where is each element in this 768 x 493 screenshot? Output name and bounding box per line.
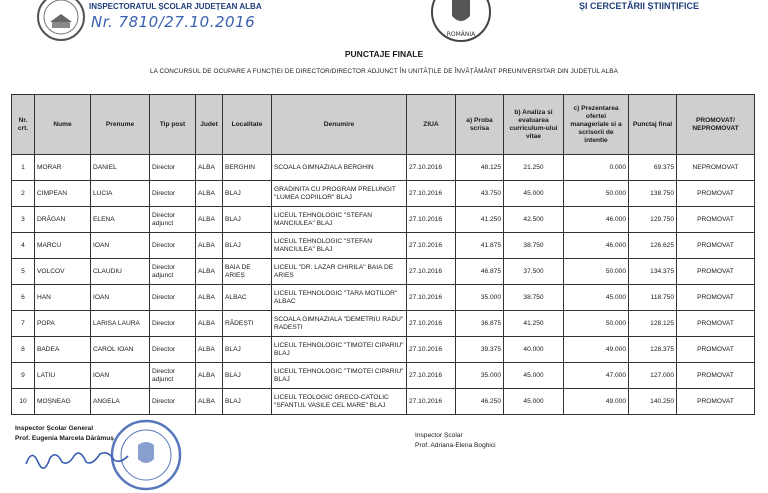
cell-ziua: 27.10.2016	[407, 181, 456, 207]
cell-judet: ALBA	[196, 207, 223, 233]
cell-rezultat: PROMOVAT	[677, 311, 755, 337]
cell-ziua: 27.10.2016	[407, 207, 456, 233]
cell-punctaj-final: 134.375	[629, 259, 677, 285]
table-row	[12, 259, 755, 285]
cell-nr: 8	[12, 337, 35, 363]
ministry-name-fragment: ȘI CERCETĂRII ȘTIINȚIFICE	[579, 1, 700, 11]
signatory-name: Prof. Eugenia Marcela Dărâmuș	[15, 435, 114, 442]
col-header-analiza-cv: b) Analiza si evaluarea curriculum-ului vitae	[504, 95, 564, 155]
cell-prezentarea: 46.000	[564, 207, 629, 233]
official-stamp-icon	[108, 417, 184, 493]
cell-judet: ALBA	[196, 337, 223, 363]
cell-rezultat: PROMOVAT	[677, 207, 755, 233]
cell-tip-post: Director	[150, 389, 196, 415]
cell-nr: 2	[12, 181, 35, 207]
cell-localitate: BLAJ	[223, 207, 272, 233]
cell-prezentarea: 47.000	[564, 363, 629, 389]
cell-tip-post: Director	[150, 181, 196, 207]
cell-localitate: RĂDEȘTI	[223, 311, 272, 337]
cell-localitate: BLAJ	[223, 233, 272, 259]
cell-denumire: LICEUL TEHNOLOGIC "STEFAN MANCIULEA" BLAJ	[272, 207, 407, 233]
signatory-role: Inspector Școlar General	[15, 425, 94, 432]
cell-tip-post: Director	[150, 337, 196, 363]
cell-ziua: 27.10.2016	[407, 337, 456, 363]
cell-rezultat: PROMOVAT	[677, 389, 755, 415]
institution-name: INSPECTORATUL ȘCOLAR JUDEȚEAN ALBA	[89, 2, 262, 11]
col-header-judet: Judet	[196, 95, 223, 155]
cell-prenume: ELENA	[91, 207, 150, 233]
cell-proba-scrisa: 41.250	[456, 207, 504, 233]
table-row	[12, 311, 755, 337]
cell-ziua: 27.10.2016	[407, 389, 456, 415]
col-header-proba-scrisa: a) Proba scrisa	[456, 95, 504, 155]
cell-punctaj-final: 128.375	[629, 337, 677, 363]
cell-rezultat: PROMOVAT	[677, 285, 755, 311]
col-header-nr: Nr. crt.	[12, 95, 35, 155]
cell-nr: 5	[12, 259, 35, 285]
table-row	[12, 155, 755, 181]
cell-denumire: LICEUL TEHNOLOGIC "TIMOTEI CIPARIU" BLAJ	[272, 363, 407, 389]
signatory-role: Inspector Școlar	[415, 432, 463, 439]
cell-proba-scrisa: 39.375	[456, 337, 504, 363]
cell-punctaj-final: 138.750	[629, 181, 677, 207]
cell-prezentarea: 45.000	[564, 285, 629, 311]
cell-analiza-cv: 38.750	[504, 285, 564, 311]
cell-nume: CIMPEAN	[35, 181, 91, 207]
cell-analiza-cv: 41.250	[504, 311, 564, 337]
cell-nume: POPA	[35, 311, 91, 337]
signatory-name: Prof. Adriana-Elena Boghici	[415, 442, 496, 449]
cell-nume: HAN	[35, 285, 91, 311]
cell-prenume: IOAN	[91, 363, 150, 389]
cell-denumire: LICEUL TEHNOLOGIC "STEFAN MANCIULEA" BLAJ	[272, 233, 407, 259]
cell-nume: BADEA	[35, 337, 91, 363]
cell-prenume: DANIEL	[91, 155, 150, 181]
col-header-nume: Nume	[35, 95, 91, 155]
cell-judet: ALBA	[196, 259, 223, 285]
cell-prezentarea: 49.000	[564, 389, 629, 415]
table-row	[12, 233, 755, 259]
cell-proba-scrisa: 43.750	[456, 181, 504, 207]
registration-number: Nr. 7810/27.10.2016	[91, 13, 256, 31]
cell-tip-post: Director	[150, 155, 196, 181]
cell-proba-scrisa: 48.125	[456, 155, 504, 181]
cell-proba-scrisa: 46.875	[456, 259, 504, 285]
inspectorate-logo-icon	[36, 0, 86, 42]
cell-rezultat: PROMOVAT	[677, 233, 755, 259]
cell-tip-post: Director adjunct	[150, 363, 196, 389]
table-row	[12, 181, 755, 207]
cell-ziua: 27.10.2016	[407, 155, 456, 181]
cell-analiza-cv: 40.000	[504, 337, 564, 363]
cell-nr: 3	[12, 207, 35, 233]
cell-tip-post: Director adjunct	[150, 259, 196, 285]
cell-localitate: BLAJ	[223, 389, 272, 415]
cell-prezentarea: 50.000	[564, 259, 629, 285]
col-header-prezentarea: c) Prezentarea ofertei manageriale si a scrisorii de intentie	[564, 95, 629, 155]
cell-denumire: LICEUL TEOLOGIC GRECO-CATOLIC "SFANTUL VASILE CEL MARE" BLAJ	[272, 389, 407, 415]
cell-denumire: LICEUL "DR. LAZAR CHIRILA" BAIA DE ARIES	[272, 259, 407, 285]
document-title: PUNCTAJE FINALE	[344, 49, 424, 59]
table-header-row	[12, 95, 755, 155]
cell-analiza-cv: 37.500	[504, 259, 564, 285]
cell-rezultat: PROMOVAT	[677, 337, 755, 363]
cell-judet: ALBA	[196, 233, 223, 259]
cell-denumire: GRADINITA CU PROGRAM PRELUNGIT "LUMEA COPIILOR" BLAJ	[272, 181, 407, 207]
cell-prenume: ANGELA	[91, 389, 150, 415]
cell-punctaj-final: 129.750	[629, 207, 677, 233]
cell-denumire: SCOALA GIMNAZIALA BERGHIN	[272, 155, 407, 181]
cell-ziua: 27.10.2016	[407, 311, 456, 337]
cell-rezultat: PROMOVAT	[677, 363, 755, 389]
cell-nume: MOȘNEAG	[35, 389, 91, 415]
cell-nr: 10	[12, 389, 35, 415]
cell-prenume: LARISA LAURA	[91, 311, 150, 337]
table-row	[12, 285, 755, 311]
cell-ziua: 27.10.2016	[407, 363, 456, 389]
cell-localitate: BERGHIN	[223, 155, 272, 181]
cell-tip-post: Director	[150, 311, 196, 337]
cell-punctaj-final: 128.125	[629, 311, 677, 337]
col-header-punctaj-final: Punctaj final	[629, 95, 677, 155]
cell-nr: 1	[12, 155, 35, 181]
cell-prenume: IOAN	[91, 233, 150, 259]
cell-judet: ALBA	[196, 311, 223, 337]
cell-prezentarea: 49.000	[564, 337, 629, 363]
cell-punctaj-final: 140.250	[629, 389, 677, 415]
col-header-tip-post: Tip post	[150, 95, 196, 155]
cell-nr: 9	[12, 363, 35, 389]
cell-proba-scrisa: 46.250	[456, 389, 504, 415]
footer-signatory-left	[15, 424, 114, 444]
cell-analiza-cv: 45.000	[504, 363, 564, 389]
cell-localitate: BLAJ	[223, 181, 272, 207]
cell-prezentarea: 0.000	[564, 155, 629, 181]
svg-text:ROMÂNIA: ROMÂNIA	[446, 31, 476, 38]
cell-punctaj-final: 69.375	[629, 155, 677, 181]
cell-analiza-cv: 38.750	[504, 233, 564, 259]
table-row	[12, 337, 755, 363]
cell-nr: 6	[12, 285, 35, 311]
cell-prezentarea: 50.000	[564, 181, 629, 207]
cell-analiza-cv: 45.000	[504, 181, 564, 207]
cell-proba-scrisa: 41.875	[456, 233, 504, 259]
cell-nume: LATIU	[35, 363, 91, 389]
col-header-prenume: Prenume	[91, 95, 150, 155]
col-header-rezultat: PROMOVAT/ NEPROMOVAT	[677, 95, 755, 155]
col-header-ziua: ZIUA	[407, 95, 456, 155]
cell-tip-post: Director	[150, 285, 196, 311]
cell-localitate: BLAJ	[223, 363, 272, 389]
cell-punctaj-final: 118.750	[629, 285, 677, 311]
cell-analiza-cv: 45.000	[504, 389, 564, 415]
col-header-denumire: Denumire	[272, 95, 407, 155]
cell-denumire: LICEUL TEHNOLOGIC "TARA MOTILOR" ALBAC	[272, 285, 407, 311]
cell-ziua: 27.10.2016	[407, 233, 456, 259]
cell-nume: VOLCOV	[35, 259, 91, 285]
document-subtitle: LA CONCURSUL DE OCUPARE A FUNCȚIEI DE DIRECTOR/DIRECTOR ADJUNCT ÎN UNITĂȚILE DE ÎNVĂȚĂMÂNT PREUNIVERSITAR DIN JUDEȚUL ALBA	[149, 68, 619, 75]
cell-punctaj-final: 127.000	[629, 363, 677, 389]
cell-prenume: IOAN	[91, 285, 150, 311]
table-row	[12, 363, 755, 389]
cell-rezultat: PROMOVAT	[677, 181, 755, 207]
coat-of-arms-icon	[430, 0, 492, 42]
cell-proba-scrisa: 36.875	[456, 311, 504, 337]
cell-ziua: 27.10.2016	[407, 259, 456, 285]
cell-denumire: SCOALA GIMNAZIALA "DEMETRIU RADU" RADESTI	[272, 311, 407, 337]
table-row	[12, 207, 755, 233]
cell-prezentarea: 46.000	[564, 233, 629, 259]
cell-analiza-cv: 21.250	[504, 155, 564, 181]
footer-signatory-right	[415, 431, 496, 451]
cell-prenume: CLAUDIU	[91, 259, 150, 285]
cell-rezultat: NEPROMOVAT	[677, 155, 755, 181]
cell-nr: 4	[12, 233, 35, 259]
table-row	[12, 389, 755, 415]
cell-prenume: CAROL IOAN	[91, 337, 150, 363]
cell-analiza-cv: 42.500	[504, 207, 564, 233]
cell-judet: ALBA	[196, 181, 223, 207]
cell-rezultat: PROMOVAT	[677, 259, 755, 285]
cell-judet: ALBA	[196, 363, 223, 389]
cell-nume: MORAR	[35, 155, 91, 181]
cell-localitate: ALBAC	[223, 285, 272, 311]
col-header-localitate: Localitate	[223, 95, 272, 155]
cell-prezentarea: 50.000	[564, 311, 629, 337]
cell-nume: DRĂGAN	[35, 207, 91, 233]
cell-tip-post: Director	[150, 233, 196, 259]
cell-ziua: 27.10.2016	[407, 285, 456, 311]
cell-prenume: LUCIA	[91, 181, 150, 207]
cell-localitate: BLAJ	[223, 337, 272, 363]
cell-judet: ALBA	[196, 155, 223, 181]
cell-nr: 7	[12, 311, 35, 337]
cell-localitate: BAIA DE ARIEȘ	[223, 259, 272, 285]
cell-nume: MARCU	[35, 233, 91, 259]
cell-judet: ALBA	[196, 389, 223, 415]
cell-denumire: LICEUL TEHNOLOGIC "TIMOTEI CIPARIU" BLAJ	[272, 337, 407, 363]
cell-punctaj-final: 126.625	[629, 233, 677, 259]
results-table	[11, 94, 755, 415]
cell-proba-scrisa: 35.000	[456, 285, 504, 311]
cell-proba-scrisa: 35.000	[456, 363, 504, 389]
cell-judet: ALBA	[196, 285, 223, 311]
cell-tip-post: Director adjunct	[150, 207, 196, 233]
